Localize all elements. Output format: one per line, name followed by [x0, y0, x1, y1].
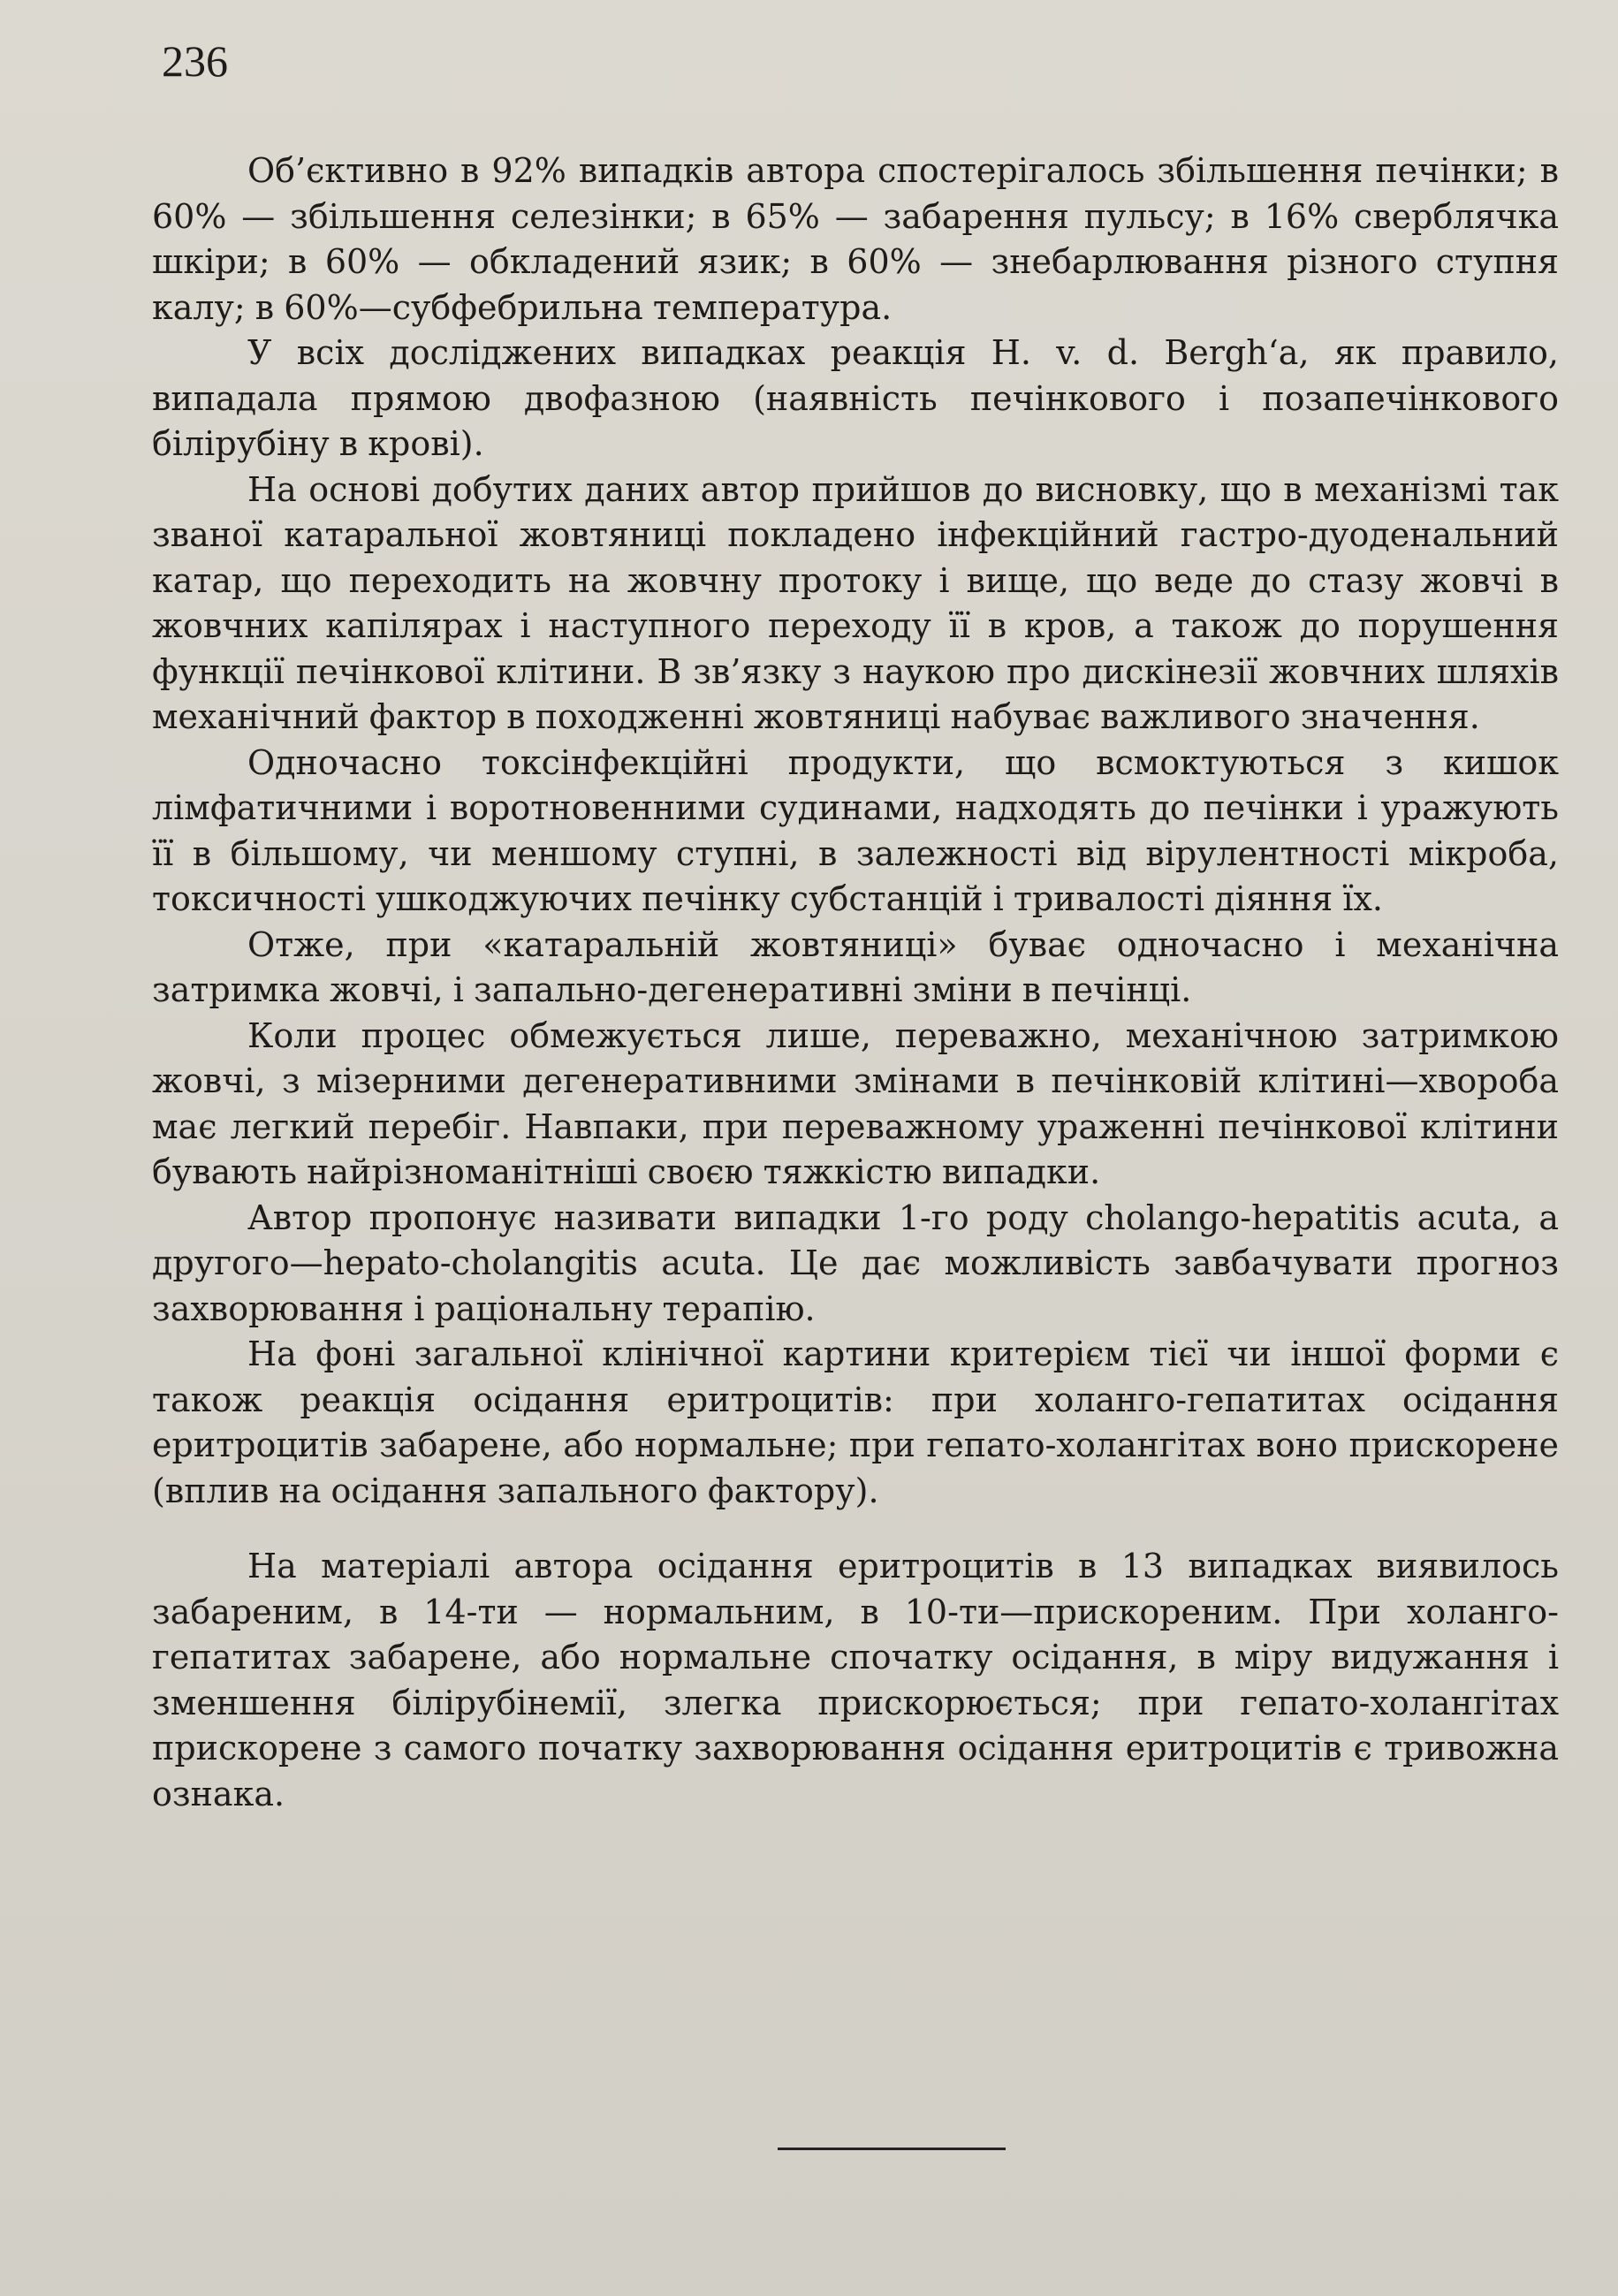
paragraph: На матеріалі автора осідання еритроцитів в 13 випадках виявилось забареним, в 14-ти — нормальним, в 10-ти—прискореним. При холанго-гепатитах забарене, або нормальне спочатку осідання, в міру видужання і зменшення білірубінемії, злегка прискорюється; при гепато-холангітах прискорене з самого початку захворювання осідання еритроцитів є тривожна ознака.: [152, 1547, 1559, 1813]
paragraph: На основі добутих даних автор прийшов до висновку, що в механізмі так званої катаральної жовтяниці покладено інфекційний гастро-дуоденальний катар, що переходить на жовчну протоку і вище, що веде до стазу жовчі в жовчних капілярах і наступного переходу її в кров, а також до порушення функції печінкової клітини. В зв’язку з наукою про дискінезії жовчних шляхів механічний фактор в походженні жовтяниці набуває важливого значення.: [152, 469, 1559, 736]
paragraph: Коли процес обмежується лише, переважно, механічною затримкою жовчі, з мізерними дегенеративними змінами в печінковій клітині—хвороба має легкий перебіг. Навпаки, при переважному ураженні печінкової клітини бувають найрізноманітніші своєю тяжкістю випадки.: [152, 1015, 1559, 1191]
page-number: 236: [162, 36, 228, 86]
body-text: [152, 148, 1559, 1817]
end-rule: [778, 2148, 1006, 2150]
paragraph: Об’єктивно в 92% випадків автора спостерігалось збільшення печінки; в 60% — збільшення селезінки; в 65% — забарення пульсу; в 16% сверблячка шкіри; в 60% — обкладений язик; в 60% — знебарлювання різного ступня калу; в 60%—субфебрильна температура.: [152, 151, 1559, 327]
paragraph: Одночасно токсінфекційні продукти, що всмоктуються з кишок лімфатичними і воротновенними судинами, надходять до печінки і уражують її в більшому, чи меншому ступні, в залежності від вірулентності мікроба, токсичності ушкоджуючих печінку субстанцій і тривалості діяння їх.: [152, 742, 1559, 918]
paragraph: У всіх досліджених випадках реакція H. v. d. Bergh‘a, як правило, випадала прямою двофазною (наявність печінкового і позапечінкового білірубіну в крові).: [152, 333, 1559, 463]
paragraph: На фоні загальної клінічної картини критерієм тієї чи іншої форми є також реакція осідання еритроцитів: при холанго-гепатитах осідання еритроцитів забарене, або нормальне; при гепато-холангітах воно прискорене (вплив на осідання запального фактору).: [152, 1334, 1559, 1510]
paragraph: Отже, при «катаральній жовтяниці» буває одночасно і механічна затримка жовчі, і запально-дегенеративні зміни в печінці.: [152, 924, 1559, 1009]
paragraph: Автор пропонує називати випадки 1-го роду cholango-hepatitis acuta, а другого—hepato-cholangitis acuta. Це дає можливість завбачувати прогноз захворювання і раціональну терапію.: [152, 1197, 1559, 1328]
